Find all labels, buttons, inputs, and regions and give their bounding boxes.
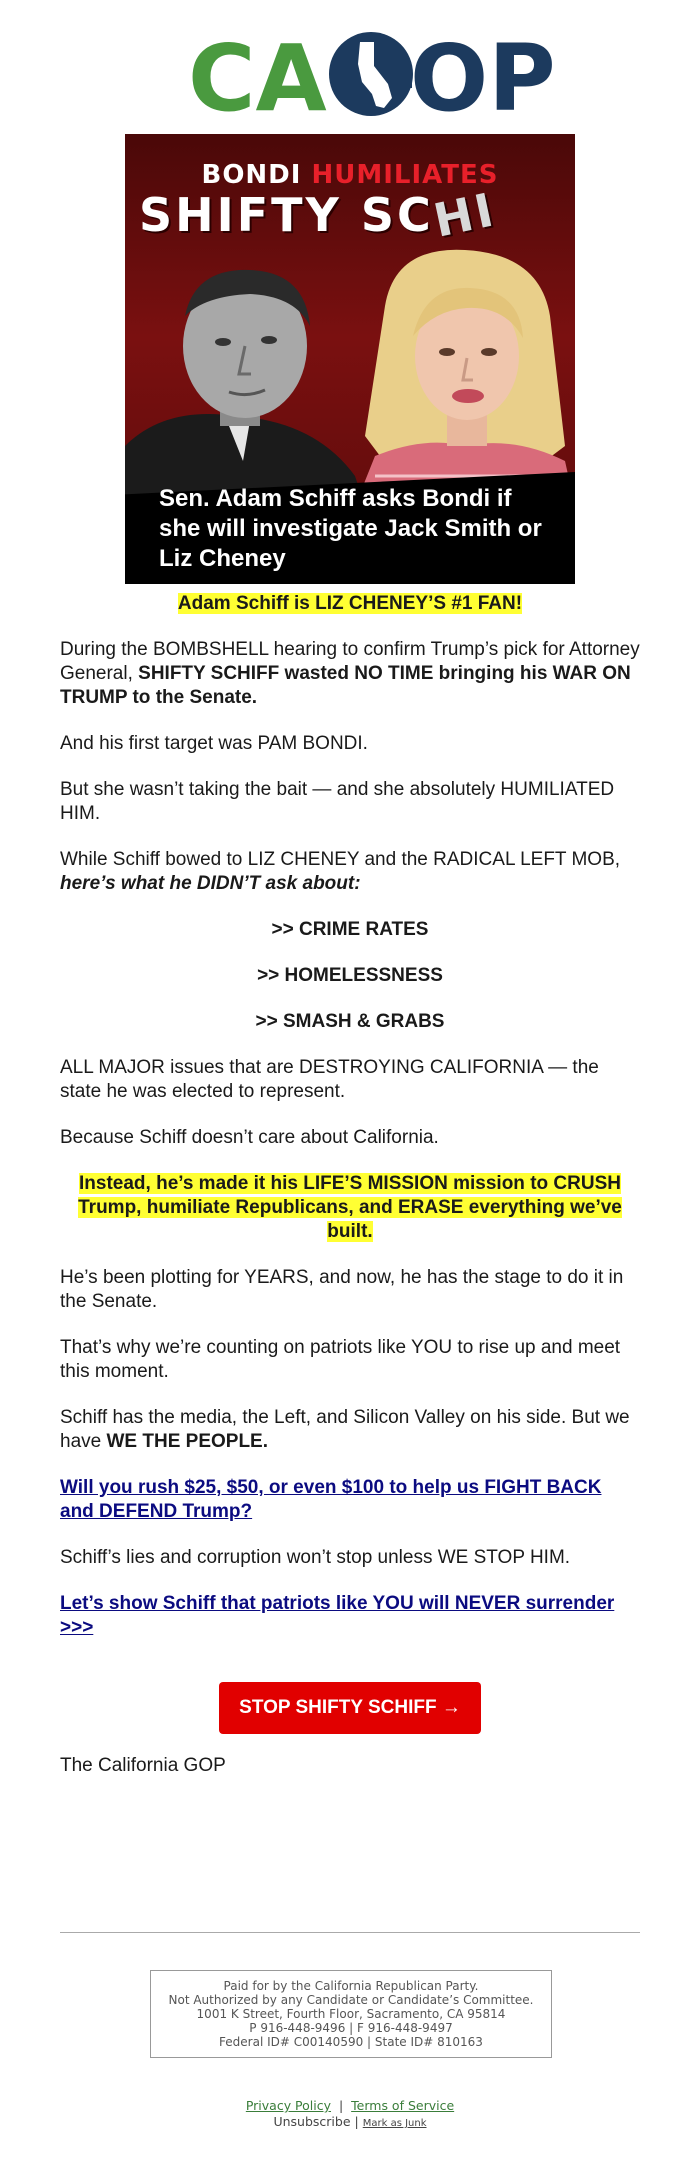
list-item-homelessness [60, 964, 640, 988]
hero-image[interactable] [125, 134, 575, 584]
logo-text-ca: CA [188, 25, 327, 132]
paragraph-5: ALL MAJOR issues that are DESTROYING CALIFORNIA — the state he was elected to represent. [60, 1057, 599, 1102]
email-body [60, 592, 640, 1800]
footer-policy-row [0, 2098, 700, 2114]
schiff-photo [125, 246, 375, 506]
hero-title-humiliates: HUMILIATES [311, 160, 499, 190]
highlight-paragraph [60, 1172, 640, 1244]
hero-title-line2 [139, 182, 501, 248]
paragraph-8: That’s why we’re counting on patriots like YOU to rise up and meet this moment. [60, 1337, 621, 1382]
cagop-logo[interactable] [188, 25, 556, 132]
paragraph-3: But she wasn’t taking the bait — and she absolutely HUMILIATED HIM. [60, 779, 615, 824]
disclaimer-line: Paid for by the California Republican Party. [223, 1979, 479, 1993]
hero-title-fade: HI [428, 182, 501, 248]
paragraph-1-text: During the BOMBSHELL hearing to confirm Trump’s pick for Attorney General, [60, 639, 640, 684]
hero-title-shifty: SHIFTY SC [139, 188, 434, 242]
donate-link-paragraph [60, 1476, 640, 1524]
footer-links [0, 2098, 700, 2132]
headline-text: Adam Schiff is LIZ CHENEY’S #1 FAN! [177, 593, 523, 614]
list-item-text: >> SMASH & GRABS [255, 1011, 445, 1032]
list-item-smash [60, 1010, 640, 1034]
logo-text-op: OP [410, 25, 556, 132]
paragraph-1 [60, 638, 640, 710]
disclaimer-phone: P 916-448-9496 | F 916-448-9497 [249, 2021, 453, 2035]
paragraph-2: And his first target was PAM BONDI. [60, 733, 368, 754]
hero-title-line1 [125, 160, 575, 190]
signoff: The California GOP [60, 1755, 226, 1776]
footer-unsubscribe-row [0, 2114, 700, 2132]
disclaimer-ids: Federal ID# C00140590 | State ID# 810163 [219, 2035, 483, 2049]
highlight-text: Instead, he’s made it his LIFE’S MISSION mission to CRUSH Trump, humiliate Republicans, and ERASE everything we’ve built. [78, 1173, 622, 1242]
paragraph-10: Schiff’s lies and corruption won’t stop unless WE STOP HIM. [60, 1547, 571, 1568]
paid-for-disclaimer [150, 1970, 552, 2058]
hero-title-bondi: BONDI [201, 160, 302, 190]
paragraph-4 [60, 848, 640, 896]
paragraph-9-bold: WE THE PEOPLE. [106, 1431, 269, 1452]
mark-as-junk-link[interactable]: Mark as Junk [362, 2118, 427, 2129]
headline [60, 592, 640, 616]
paragraph-7: He’s been plotting for YEARS, and now, he has the stage to do it in the Senate. [60, 1267, 624, 1312]
paragraph-9 [60, 1406, 640, 1454]
disclaimer-line: Not Authorized by any Candidate or Candidate’s Committee. [168, 1993, 534, 2007]
terms-of-service-link[interactable]: Terms of Service [351, 2098, 455, 2113]
privacy-policy-link[interactable]: Privacy Policy [245, 2098, 332, 2113]
cta-wrapper [60, 1682, 640, 1734]
list-item-crime [60, 918, 640, 942]
paragraph-6: Because Schiff doesn’t care about California. [60, 1127, 439, 1148]
paragraph-4-bold: here’s what he DIDN’T ask about: [60, 873, 361, 894]
donate-link[interactable]: Will you rush $25, $50, or even $100 to help us FIGHT BACK and DEFEND Trump? [60, 1477, 602, 1522]
patriots-link[interactable]: Let’s show Schiff that patriots like YOU will NEVER surrender >>> [60, 1593, 615, 1638]
patriots-link-paragraph [60, 1592, 640, 1640]
hero-caption: Sen. Adam Schiff asks Bondi if she will investigate Jack Smith or Liz Cheney [159, 485, 542, 572]
unsubscribe-link[interactable]: Unsubscribe [273, 2114, 351, 2129]
footer-divider [60, 1932, 640, 1933]
bondi-photo [355, 246, 575, 506]
disclaimer-address: 1001 K Street, Fourth Floor, Sacramento, CA 95814 [196, 2007, 506, 2021]
list-item-text: >> HOMELESSNESS [257, 965, 443, 986]
paragraph-4-text: While Schiff bowed to LIZ CHENEY and the RADICAL LEFT MOB, [60, 849, 621, 870]
paragraph-1-bold: SHIFTY SCHIFF wasted NO TIME bringing his WAR ON TRUMP to the Senate. [60, 663, 631, 708]
stop-shifty-schiff-button[interactable]: STOP SHIFTY SCHIFF → [219, 1682, 481, 1734]
paragraph-9-text: Schiff has the media, the Left, and Silicon Valley on his side. But we have [60, 1407, 630, 1452]
footer-separator: | [354, 2114, 359, 2129]
list-item-text: >> CRIME RATES [271, 919, 429, 940]
footer-separator: | [338, 2098, 344, 2113]
